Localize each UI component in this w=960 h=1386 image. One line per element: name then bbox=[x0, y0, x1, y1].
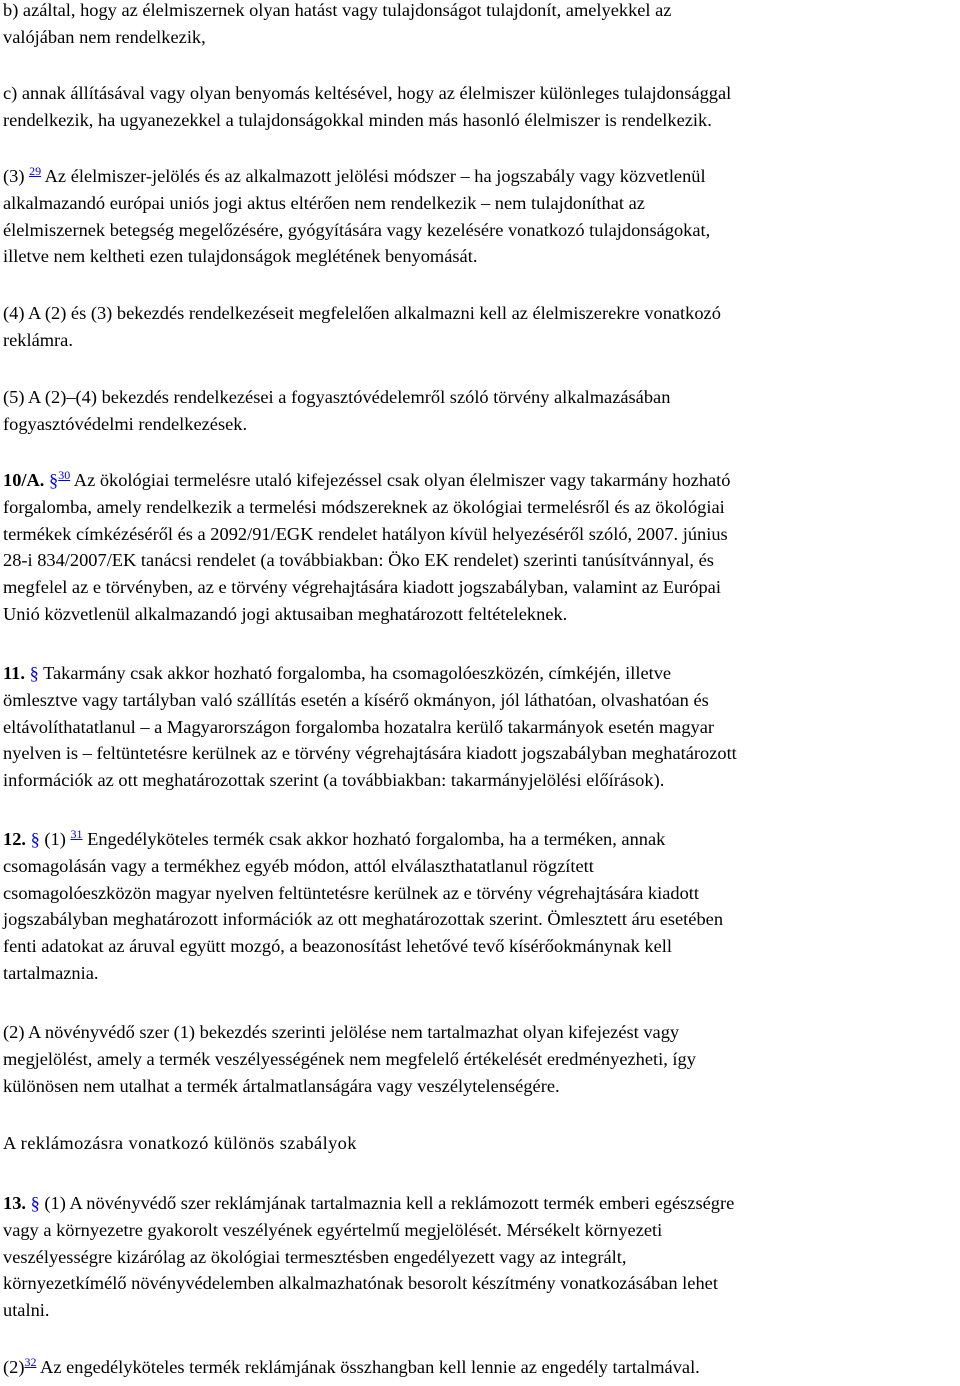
paragraph-c bbox=[3, 80, 953, 134]
section-12 bbox=[3, 826, 953, 987]
section-sign[interactable]: § bbox=[30, 829, 40, 849]
paragraph-number: (1) bbox=[44, 829, 66, 849]
paragraph-number: (3) bbox=[3, 166, 25, 186]
section-number: 13. bbox=[3, 1193, 26, 1213]
section-11 bbox=[3, 660, 953, 794]
text-line: forgalomba, amely rendelkezik a termelési módszereknek az ökológiai termelésről és az ökológiai bbox=[3, 496, 725, 517]
text-line: élelmiszernek betegség megelőzésére, gyógyítására vagy kezelésére vonatkozó tulajdonságokat, bbox=[3, 219, 711, 240]
paragraph-b bbox=[3, 0, 953, 51]
text-line: vagy a környezetre gyakorolt veszélyének egyértelmű megjelölését. Mérsékelt környezeti bbox=[3, 1219, 663, 1240]
text-line: információk az ott meghatározottak szerint (a továbbiakban: takarmányjelölési előírások). bbox=[3, 770, 665, 791]
text-line: nyelven is – feltüntetésre kerülnek az e törvény végrehajtására kiadott jogszabályban meghatározott bbox=[3, 743, 737, 764]
section-number: 11. bbox=[3, 663, 25, 683]
text-line: ömlesztve vagy tartályban való szállítás esetén a kísérő okmányon, jól láthatóan, olvashatóan és bbox=[3, 689, 709, 710]
text-line: tartalmaznia. bbox=[3, 962, 99, 983]
text-line: 28-i 834/2007/EK tanácsi rendelet (a továbbiakban: Öko EK rendelet) szerinti tanúsítvánnyal, és bbox=[3, 550, 714, 571]
text-line: (4) A (2) és (3) bekezdés rendelkezéseit megfelelően alkalmazni kell az élelmiszerekre vonatkozó bbox=[3, 303, 721, 323]
section-sign[interactable]: § bbox=[29, 663, 39, 683]
text-line: utalni. bbox=[3, 1300, 50, 1321]
text-line: Az ökológiai termelésre utaló kifejezéssel csak olyan élelmiszer vagy takarmány hozható bbox=[73, 470, 731, 490]
footnote-link[interactable]: 32 bbox=[24, 1354, 37, 1369]
text-line: különösen nem utalhat a termék ártalmatlanságára vagy veszélytelenségére. bbox=[3, 1075, 560, 1096]
text-line: illetve nem keltheti ezen tulajdonságok meglétének benyomását. bbox=[3, 246, 478, 267]
text-line: alkalmazandó európai uniós jogi aktus eltérően nem rendelkezik – nem tulajdoníthat az bbox=[3, 192, 645, 213]
text-line: Unió közvetlenül alkalmazandó jogi aktusaiban meghatározott feltételeknek. bbox=[3, 603, 568, 624]
section-sign[interactable]: § bbox=[49, 470, 59, 490]
text-line: jogszabályban meghatározott információk az ott meghatározottak szerint. Ömlesztett áru esetében bbox=[3, 909, 724, 930]
section-13-paragraph-2 bbox=[3, 1354, 953, 1381]
text-line: reklámra. bbox=[3, 329, 73, 350]
text-line: termékek címkézéséről és a 2092/91/EGK rendelet hatályon kívül helyezéséről szóló, 2007. június bbox=[3, 523, 728, 544]
paragraph-4 bbox=[3, 300, 953, 354]
text-line: Engedélyköteles termék csak akkor hozható forgalomba, ha a terméken, annak bbox=[87, 829, 666, 849]
text-line: rendelkezik, ha ugyanezekkel a tulajdonságokkal minden más hasonló élelmiszer is rendelkezik. bbox=[3, 109, 712, 130]
text-line: Az élelmiszer-jelölés és az alkalmazott jelölési módszer – ha jogszabály vagy közvetlenül bbox=[44, 166, 706, 186]
paragraph-5 bbox=[3, 384, 953, 438]
footnote-link[interactable]: 29 bbox=[29, 163, 42, 178]
text-line: csomagolóeszközön magyar nyelven feltüntetésre kerülnek az e törvény végrehajtására kiadott bbox=[3, 882, 699, 903]
paragraph-3 bbox=[3, 163, 953, 270]
text-line: Takarmány csak akkor hozható forgalomba, ha csomagolóeszközén, címkéjén, illetve bbox=[43, 663, 672, 683]
text-line: valójában nem rendelkezik, bbox=[3, 26, 206, 47]
section-13 bbox=[3, 1190, 953, 1324]
text-line: eltávolíthatatlanul – a Magyarországon forgalomba hozatalra kerülő takarmányok esetén magyar bbox=[3, 716, 714, 737]
text-line: fenti adatokat az áruval együtt mozgó, a beazonosítást lehetővé tevő kísérőokmánynak kell bbox=[3, 936, 672, 957]
text-line: Az engedélyköteles termék reklámjának összhangban kell lennie az engedély tartalmával. bbox=[40, 1357, 700, 1377]
text-line: fogyasztóvédelmi rendelkezések. bbox=[3, 413, 248, 434]
text-line: megjelölést, amely a termék veszélyességének nem megfelelő értékelését eredményezheti, így bbox=[3, 1048, 696, 1069]
text-line: (5) A (2)–(4) bekezdés rendelkezései a fogyasztóvédelemről szóló törvény alkalmazásában bbox=[3, 387, 671, 407]
paragraph-number: (2) bbox=[3, 1357, 25, 1377]
text-line: megfelel az e törvényben, az e törvény végrehajtására kiadott jogszabályban, valamint az Európai bbox=[3, 577, 721, 598]
footnote-link[interactable]: 30 bbox=[58, 467, 71, 482]
footnote-link[interactable]: 31 bbox=[70, 826, 83, 841]
section-number: 10/A. bbox=[3, 470, 45, 490]
section-sign[interactable]: § bbox=[30, 1193, 40, 1213]
text-line: (2) A növényvédő szer (1) bekezdés szerinti jelölése nem tartalmazhat olyan kifejezést vagy bbox=[3, 1022, 680, 1042]
text-line: (1) A növényvédő szer reklámjának tartalmaznia kell a reklámozott termék emberi egészségre bbox=[44, 1193, 735, 1213]
text-line: b) azáltal, hogy az élelmiszernek olyan hatást vagy tulajdonságot tulajdonít, amelyekkel az bbox=[3, 0, 672, 20]
text-line: veszélyességre kizárólag az ökológiai termesztésben engedélyezett vagy az integrált, bbox=[3, 1246, 627, 1267]
text-line: környezetkímélő növényvédelemben alkalmazhatónak besorolt készítmény vonatkozásában lehet bbox=[3, 1273, 718, 1294]
text-line: csomagolásán vagy a termékhez egyéb módon, attól elválaszthatatlanul rögzített bbox=[3, 855, 594, 876]
heading-text: A reklámozásra vonatkozó különös szabályok bbox=[3, 1133, 357, 1153]
section-heading bbox=[3, 1130, 953, 1157]
section-10a bbox=[3, 467, 953, 628]
section-12-paragraph-2 bbox=[3, 1019, 953, 1099]
section-number: 12. bbox=[3, 829, 26, 849]
text-line: c) annak állításával vagy olyan benyomás keltésével, hogy az élelmiszer különleges tulajdonsággal bbox=[3, 83, 732, 103]
